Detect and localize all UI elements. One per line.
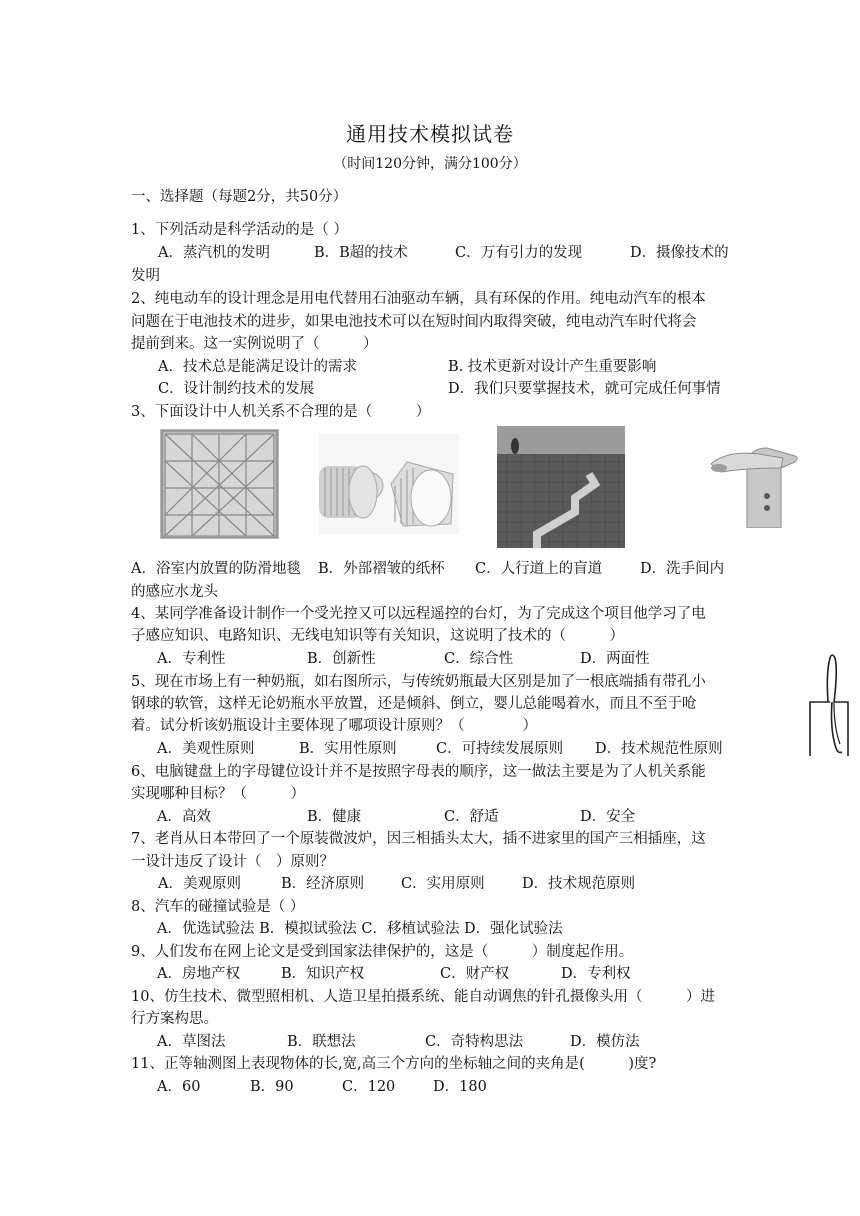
question-3-stem: 3、下面设计中人机关系不合理的是（ ） [131,404,431,420]
q6-option-a: A．高效 [157,809,211,825]
question-6-line-2: 实现哪种目标？（ ） [131,786,305,802]
question-10-line-2: 行方案构思。 [131,1011,218,1027]
q4-option-a: A．专利性 [157,651,226,667]
q2-option-a: A．技术总是能满足设计的需求 [158,359,357,375]
q1-option-c: C．万有引力的发现 [455,245,583,261]
q4-option-b: B．创新性 [307,651,376,667]
q3-option-a: A．浴室内放置的防滑地毯 [131,561,301,577]
q2-option-c: C．设计制约技术的发展 [158,381,315,397]
q2-option-b: B. 技术更新对设计产生重要影响 [448,359,657,375]
q8-options: A．优选试验法 B．模拟试验法 C．移植试验法 D．强化试验法 [157,921,563,937]
q1-option-d-cont: 发明 [131,268,160,284]
q5-option-b: B．实用性原则 [299,741,397,757]
question-5-line-3: 着。试分析该奶瓶设计主要体现了哪项设计原则？（ ） [131,718,537,734]
question-7-line-1: 7、老肖从日本带回了一个原装微波炉，因三相插头太大，插不进家里的国产三相插座，这 [131,831,706,847]
question-4-line-1: 4、某同学准备设计制作一个受光控又可以远程遥控的台灯，为了完成这个项目他学习了电 [131,606,706,622]
page-title: 通用技术模拟试卷 [346,122,514,146]
q7-option-a: A．美观原则 [158,876,241,892]
question-6-line-1: 6、电脑键盘上的字母键位设计并不是按照字母表的顺序，这一做法主要是为了人机关系能 [131,764,706,780]
q7-option-d: D．技术规范原则 [522,876,636,892]
question-2-line-3: 提前到来。这一实例说明了（ ） [131,336,378,352]
q10-option-c: C．奇特构思法 [425,1034,524,1050]
q3-option-c: C．人行道上的盲道 [475,561,603,577]
question-1-stem: 1、下列活动是科学活动的是（ ） [131,222,348,238]
q10-option-b: B．联想法 [287,1034,356,1050]
question-4-line-2: 子感应知识、电路知识、无线电知识等有关知识，这说明了技术的（ ） [131,628,624,644]
q3-option-d: D．洗手间内 [640,561,725,577]
q10-option-a: A．草图法 [157,1034,226,1050]
question-2-line-2: 问题在于电池技术的进步，如果电池技术可以在短时间内取得突破，纯电动汽车时代将会 [131,314,697,330]
q2-option-d: D．我们只要掌握技术，就可完成任何事情 [448,381,721,397]
q11-option-c: C．120 [342,1079,396,1095]
q11-option-a: A．60 [157,1079,201,1095]
question-8-stem: 8、汽车的碰撞试验是（ ） [131,899,305,915]
q3-option-b: B．外部褶皱的纸杯 [318,561,445,577]
q9-option-d: D．专利权 [561,966,631,982]
q9-option-c: C．财产权 [440,966,510,982]
q7-option-c: C．实用原则 [401,876,485,892]
q4-option-c: C．综合性 [444,651,514,667]
q9-option-b: B．知识产权 [281,966,365,982]
q6-option-c: C．舒适 [444,809,499,825]
paper-cups-image [319,434,459,534]
q7-option-b: B．经济原则 [281,876,365,892]
question-7-line-2: 一设计违反了设计（ ）原则？ [131,854,334,870]
question-5-line-1: 5、现在市场上有一种奶瓶，如右图所示，与传统奶瓶最大区别是加了一根底端插有带孔小 [131,674,706,690]
q3-option-d-cont: 的感应水龙头 [131,584,218,600]
q11-option-d: D．180 [433,1079,487,1095]
sensor-faucet-image [707,438,799,528]
question-11-stem: 11、正等轴测图上表现物体的长,宽,高三个方向的坐标轴之间的夹角是( )度? [131,1056,657,1072]
q6-option-b: B．健康 [307,809,362,825]
exam-time-note: （时间120分钟，满分100分） [333,156,527,172]
q5-option-d: D．技术规范性原则 [595,741,723,757]
anti-slip-mat-image [160,429,279,539]
q9-option-a: A．房地产权 [157,966,240,982]
question-10-line-1: 10、仿生技术、微型照相机、人造卫星拍摄系统、能自动调焦的针孔摄像头用（ ）进 [131,989,715,1005]
question-5-line-2: 钢球的软管，这样无论奶瓶水平放置，还是倾斜、倒立，婴儿总能喝着水，而且不至于呛 [131,696,697,712]
q5-option-c: C．可持续发展原则 [436,741,564,757]
q10-option-d: D．模仿法 [570,1034,640,1050]
q1-option-b: B．B超的技术 [314,245,408,261]
question-2-line-1: 2、纯电动车的设计理念是用电代替用石油驱动车辆，具有环保的作用。纯电动汽车的根本 [131,291,706,307]
tactile-paving-image [497,426,625,548]
question-9-stem: 9、人们发布在网上论文是受到国家法律保护的，这是（ ）制度起作用。 [131,944,634,960]
q5-option-a: A．美观性原则 [157,741,255,757]
q6-option-d: D．安全 [580,809,636,825]
section-heading: 一、选择题（每题2分，共50分） [131,189,348,205]
baby-bottle-image [808,652,852,756]
q1-option-d: D．摄像技术的 [630,245,729,261]
q1-option-a: A．蒸汽机的发明 [158,245,270,261]
q4-option-d: D．两面性 [580,651,650,667]
q11-option-b: B．90 [250,1079,294,1095]
